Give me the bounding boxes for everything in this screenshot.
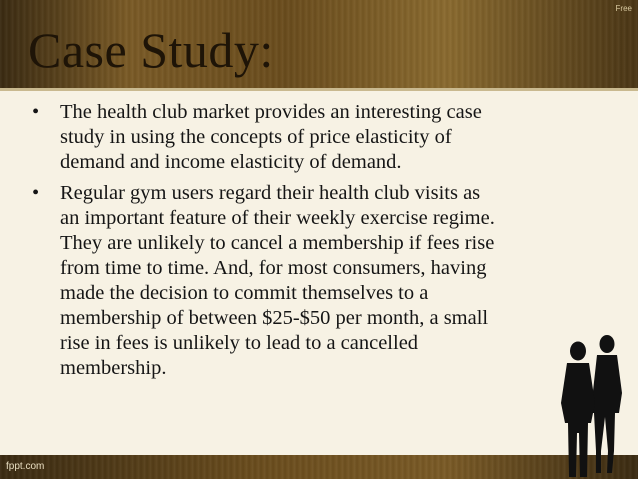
bullet-line: They are unlikely to cancel a membership if fees rise xyxy=(60,232,495,254)
bullet-line: an important feature of their weekly exercise regime. xyxy=(60,207,495,229)
bullet-line: rise in fees is unlikely to lead to a cancelled xyxy=(60,332,419,354)
corner-mark: Free xyxy=(615,4,632,13)
slide-title: Case Study: xyxy=(28,22,274,78)
footer-bar xyxy=(0,455,638,479)
bullet-line: The health club market provides an interesting case xyxy=(60,101,482,123)
bullet-list xyxy=(32,100,602,387)
bullet-line: membership. xyxy=(60,357,167,379)
bullet-line: demand and income elasticity of demand. xyxy=(60,151,402,173)
bullet-line: Regular gym users regard their health club visits as xyxy=(60,182,481,204)
bullet-dot-icon: • xyxy=(32,182,40,204)
footer-brand: fppt.com xyxy=(6,461,45,472)
title-banner xyxy=(0,0,638,88)
bullet-item xyxy=(32,181,602,381)
bullet-line: from time to time. And, for most consumers, having xyxy=(60,257,487,279)
content-area xyxy=(0,91,638,455)
bullet-item xyxy=(32,100,602,175)
bullet-dot-icon: • xyxy=(32,101,40,123)
business-people-silhouette-icon xyxy=(545,333,638,479)
bullet-line: made the decision to commit themselves to a xyxy=(60,282,429,304)
bullet-line: membership of between $25-$50 per month, a small xyxy=(60,307,489,329)
bullet-line: study in using the concepts of price elasticity of xyxy=(60,126,452,148)
